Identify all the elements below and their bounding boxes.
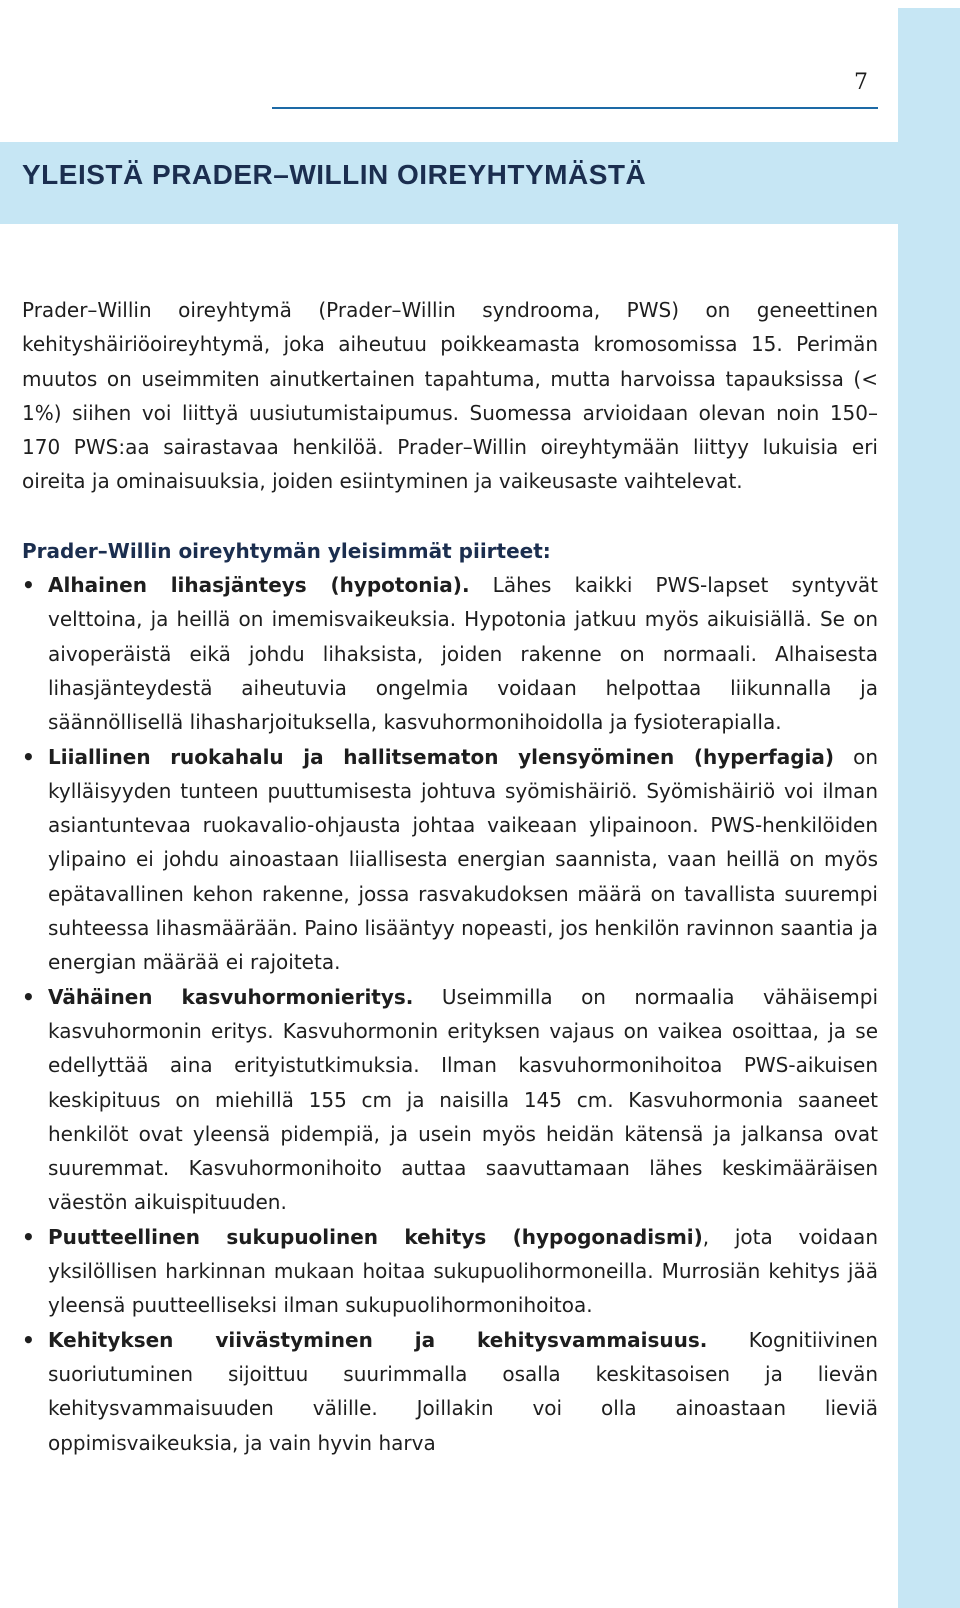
- feature-lead: Alhainen lihasjänteys (hypotonia).: [48, 573, 470, 598]
- feature-item: [22, 1220, 878, 1323]
- feature-item: [22, 1323, 878, 1460]
- bullet-icon: •: [22, 1224, 35, 1249]
- bullet-icon: •: [22, 984, 35, 1009]
- feature-text: Useimmilla on normaalia vähäisempi kasvuhormonin eritys. Kasvuhormonin erityksen vajaus on vaikea osoittaa, ja se edellyttää aina erityistutkimuksia. Ilman kasvuhormonihoitoa PWS-aikuisen keskipituus on miehillä 155 cm ja naisilla 145 cm. Kasvuhormonia saaneet henkilöt ovat yleensä pidempiä, ja usein myös heidän kätensä ja jalkansa ovat suuremmat. Kasvuhormonihoito auttaa saavuttamaan lähes keskimääräisen väestön aikuispituuden.: [48, 984, 878, 1215]
- feature-text: Lähes kaikki PWS-lapset syntyvät velttoina, ja heillä on imemisvaikeuksia. Hypotonia jatkuu myös aikuisiällä. Se on aivoperäistä eikä johdu lihaksista, joiden rakenne on normaali. Alhaisesta lihasjänteydestä aiheutuvia ongelmia voidaan helpottaa liikunnalla ja säännöllisellä lihasharjoituksella, kasvuhormonihoidolla ja fysioterapialla.: [48, 573, 878, 735]
- feature-lead: Liiallinen ruokahalu ja hallitsematon ylensyöminen (hyperfagia): [48, 744, 835, 769]
- feature-lead: Puutteellinen sukupuolinen kehitys (hypogonadismi): [48, 1224, 703, 1249]
- features-list: [22, 568, 878, 1460]
- feature-text: Kognitiivinen suoriutuminen sijoittuu suurimmalla osalla keskitasoisen ja lievän kehitysvammaisuuden välille. Joillakin voi olla ainoastaan lieviä oppimisvaikeuksia, ja vain hyvin harva: [48, 1327, 878, 1455]
- feature-lead: Vähäinen kasvuhormonieritys.: [48, 984, 414, 1009]
- feature-item: [22, 980, 878, 1220]
- header-rule: [272, 107, 878, 109]
- intro-paragraph: Prader–Willin oireyhtymä (Prader–Willin syndrooma, PWS) on geneettinen kehityshäiriöoireyhtymä, joka aiheutuu poikkeamasta kromosomissa 15. Perimän muutos on useimmiten ainutkertainen tapahtuma, mutta harvoissa tapauksissa (< 1%) siihen voi liittyä uusiutumistaipumus. Suomessa arvioidaan olevan noin 150–170 PWS:aa sairastavaa henkilöä. Prader–Willin oireyhtymään liittyy lukuisia eri oireita ja ominaisuuksia, joiden esiintyminen ja vaikeusaste vaihtelevat.: [22, 298, 878, 494]
- features-heading: Prader–Willin oireyhtymän yleisimmät piirteet:: [22, 538, 551, 563]
- bullet-icon: •: [22, 573, 35, 598]
- feature-item: [22, 740, 878, 980]
- feature-item: [22, 568, 878, 739]
- bullet-icon: •: [22, 744, 35, 769]
- page-number: 7: [854, 70, 868, 95]
- feature-lead: Kehityksen viivästyminen ja kehitysvammaisuus.: [48, 1327, 708, 1352]
- page-title: YLEISTÄ PRADER–WILLIN OIREYHTYMÄSTÄ: [22, 159, 647, 190]
- feature-text: on kylläisyyden tunteen puuttumisesta johtuva syömishäiriö. Syömishäiriö voi ilman asiantuntevaa ruokavalio-ohjausta johtaa vaikeaan ylipainoon. PWS-henkilöiden ylipaino ei johdu ainoastaan liiallisesta energian saannista, vaan heillä on myös epätavallinen kehon rakenne, jossa rasvakudoksen määrä on tavallista suurempi suhteessa lihasmäärään. Paino lisääntyy nopeasti, jos henkilön ravinnon saantia ja energian määrää ei rajoiteta.: [48, 744, 878, 975]
- bullet-icon: •: [22, 1327, 35, 1352]
- feature-text: , jota voidaan yksilöllisen harkinnan mukaan hoitaa sukupuolihormoneilla. Murrosiän kehitys jää yleensä puutteelliseksi ilman sukupuolihormonihoitoa.: [48, 1224, 878, 1318]
- side-color-band: [898, 8, 960, 1608]
- article-body: [22, 293, 878, 1460]
